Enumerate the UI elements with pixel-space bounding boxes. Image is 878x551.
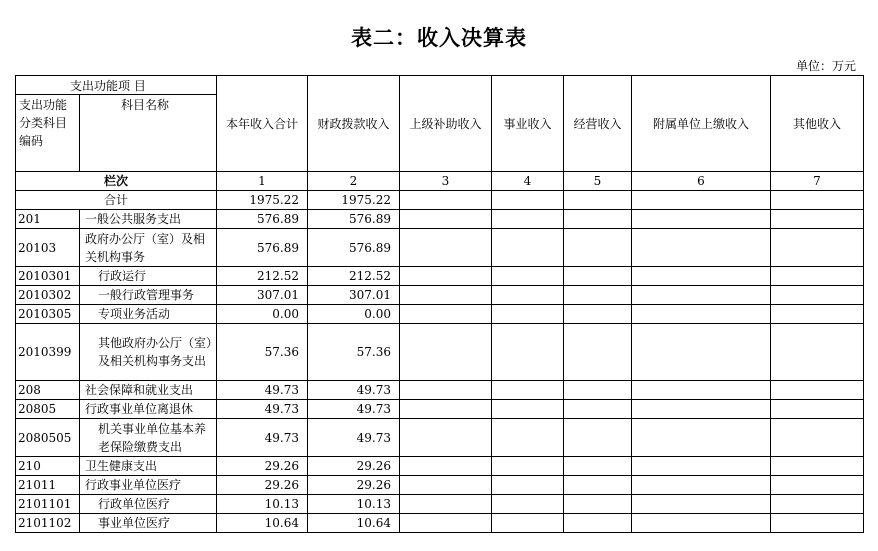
row-value: [564, 305, 632, 324]
row-value: 212.52: [308, 267, 400, 286]
row-value: [400, 286, 492, 305]
col-header-affiliated-units: 附属单位上缴收入: [632, 76, 771, 172]
row-code: 2101102: [16, 514, 80, 533]
row-value: 49.73: [308, 400, 400, 419]
row-value: [771, 400, 864, 419]
column-index-label: 栏次: [16, 172, 217, 191]
row-name: 社会保障和就业支出: [80, 381, 217, 400]
table-row: [16, 267, 864, 286]
column-index: 6: [632, 172, 771, 191]
total-value: [564, 191, 632, 210]
table-row: [16, 495, 864, 514]
row-value: [564, 457, 632, 476]
header-vertical-divider: [79, 95, 80, 172]
func-item-label: 支出功能项 目: [70, 79, 146, 93]
row-value: [564, 267, 632, 286]
name-column-label: 科目名称: [121, 98, 170, 112]
row-name: 行政运行: [80, 267, 217, 286]
header-diagonal-cell: [16, 76, 217, 172]
row-value: [771, 419, 864, 457]
col-header-other-income: 其他收入: [771, 76, 864, 172]
row-code: 21011: [16, 476, 80, 495]
table-row: [16, 476, 864, 495]
row-value: [632, 457, 771, 476]
row-name: 行政事业单位离退休: [80, 400, 217, 419]
row-name: 一般公共服务支出: [80, 210, 217, 229]
row-value: [564, 286, 632, 305]
row-value: [400, 419, 492, 457]
row-value: [632, 419, 771, 457]
row-value: [400, 400, 492, 419]
row-value: 576.89: [217, 229, 308, 267]
row-value: [400, 381, 492, 400]
row-value: [492, 514, 564, 533]
row-value: [564, 495, 632, 514]
row-value: 57.36: [308, 324, 400, 381]
row-code: 2010399: [16, 324, 80, 381]
row-value: [632, 324, 771, 381]
header-row: [16, 76, 864, 172]
row-name: 卫生健康支出: [80, 457, 217, 476]
row-code: 20805: [16, 400, 80, 419]
row-value: [492, 419, 564, 457]
row-value: [492, 400, 564, 419]
row-value: 307.01: [217, 286, 308, 305]
column-index: 5: [564, 172, 632, 191]
col-header-total-income: 本年收入合计: [217, 76, 308, 172]
unit-label: 单位：万元: [795, 59, 856, 73]
col-header-business-income: 事业收入: [492, 76, 564, 172]
row-value: [564, 210, 632, 229]
row-value: [771, 495, 864, 514]
row-code: 2010302: [16, 286, 80, 305]
total-value: [492, 191, 564, 210]
row-value: 0.00: [217, 305, 308, 324]
row-value: [632, 229, 771, 267]
col-header-operating-income: 经营收入: [564, 76, 632, 172]
row-value: 29.26: [308, 457, 400, 476]
row-value: 576.89: [308, 229, 400, 267]
row-value: [400, 229, 492, 267]
row-value: [564, 324, 632, 381]
row-value: 10.13: [308, 495, 400, 514]
row-name: 机关事业单位基本养老保险缴费支出: [80, 419, 217, 457]
row-value: [771, 267, 864, 286]
header-divider: [16, 94, 216, 95]
row-value: [492, 324, 564, 381]
row-name: 事业单位医疗: [80, 514, 217, 533]
row-code: 2010301: [16, 267, 80, 286]
row-value: [632, 400, 771, 419]
row-value: 29.26: [217, 476, 308, 495]
row-value: [771, 286, 864, 305]
row-value: [492, 305, 564, 324]
row-value: [771, 305, 864, 324]
table-row: [16, 381, 864, 400]
row-name: 行政单位医疗: [80, 495, 217, 514]
row-code: 2010305: [16, 305, 80, 324]
row-value: 576.89: [217, 210, 308, 229]
table-row: [16, 457, 864, 476]
row-value: [400, 305, 492, 324]
row-value: [632, 514, 771, 533]
row-value: [400, 514, 492, 533]
row-value: 0.00: [308, 305, 400, 324]
row-value: [632, 267, 771, 286]
row-value: [564, 476, 632, 495]
row-value: [492, 457, 564, 476]
row-value: 576.89: [308, 210, 400, 229]
row-value: [400, 210, 492, 229]
row-code: 2101101: [16, 495, 80, 514]
row-code: 201: [16, 210, 80, 229]
row-value: [492, 381, 564, 400]
row-value: 57.36: [217, 324, 308, 381]
row-value: 29.26: [308, 476, 400, 495]
row-value: [771, 210, 864, 229]
row-value: [400, 495, 492, 514]
row-value: [632, 305, 771, 324]
row-value: [771, 457, 864, 476]
table-row: [16, 286, 864, 305]
row-value: [492, 210, 564, 229]
row-value: [492, 495, 564, 514]
table-row: [16, 514, 864, 533]
row-value: 10.13: [217, 495, 308, 514]
row-value: [564, 400, 632, 419]
row-value: [771, 324, 864, 381]
code-column-label: 支出功能分类科目编码: [19, 98, 68, 148]
col-header-fiscal-appropriation: 财政拨款收入: [308, 76, 400, 172]
row-value: [564, 381, 632, 400]
row-value: 49.73: [308, 419, 400, 457]
table-row: [16, 324, 864, 381]
row-value: [771, 381, 864, 400]
total-value: [400, 191, 492, 210]
row-value: [632, 286, 771, 305]
row-value: [492, 476, 564, 495]
row-value: 49.73: [217, 419, 308, 457]
row-value: 29.26: [217, 457, 308, 476]
row-value: [492, 267, 564, 286]
column-index: 4: [492, 172, 564, 191]
row-value: [400, 457, 492, 476]
row-code: 208: [16, 381, 80, 400]
total-label: 合计: [16, 191, 217, 210]
row-value: [400, 324, 492, 381]
column-index: 1: [217, 172, 308, 191]
column-index: 7: [771, 172, 864, 191]
row-name: 其他政府办公厅（室）及相关机构事务支出: [80, 324, 217, 381]
table-row: [16, 210, 864, 229]
income-table: [15, 75, 864, 533]
row-value: [400, 476, 492, 495]
row-name: 一般行政管理事务: [80, 286, 217, 305]
row-value: [400, 267, 492, 286]
row-value: [771, 476, 864, 495]
row-value: 212.52: [217, 267, 308, 286]
column-index-row: [16, 172, 864, 191]
row-value: 49.73: [217, 381, 308, 400]
total-value: 1975.22: [308, 191, 400, 210]
row-value: [632, 495, 771, 514]
row-value: 10.64: [217, 514, 308, 533]
row-name: 行政事业单位医疗: [80, 476, 217, 495]
row-value: 307.01: [308, 286, 400, 305]
table-row: [16, 305, 864, 324]
row-value: [564, 514, 632, 533]
row-value: 10.64: [308, 514, 400, 533]
total-row: [16, 191, 864, 210]
row-value: [564, 419, 632, 457]
row-value: [771, 229, 864, 267]
column-index: 3: [400, 172, 492, 191]
total-value: 1975.22: [217, 191, 308, 210]
row-name: 专项业务活动: [80, 305, 217, 324]
row-code: 2080505: [16, 419, 80, 457]
page-title: 表二：收入决算表: [351, 25, 527, 50]
row-value: 49.73: [217, 400, 308, 419]
row-value: [564, 229, 632, 267]
row-value: [492, 286, 564, 305]
total-value: [771, 191, 864, 210]
row-value: [632, 476, 771, 495]
row-value: 49.73: [308, 381, 400, 400]
total-value: [632, 191, 771, 210]
row-code: 210: [16, 457, 80, 476]
row-code: 20103: [16, 229, 80, 267]
column-index: 2: [308, 172, 400, 191]
row-value: [632, 381, 771, 400]
table-row: [16, 419, 864, 457]
row-name: 政府办公厅（室）及相关机构事务: [80, 229, 217, 267]
col-header-superior-subsidy: 上级补助收入: [400, 76, 492, 172]
table-row: [16, 229, 864, 267]
row-value: [632, 210, 771, 229]
table-row: [16, 400, 864, 419]
row-value: [492, 229, 564, 267]
row-value: [771, 514, 864, 533]
